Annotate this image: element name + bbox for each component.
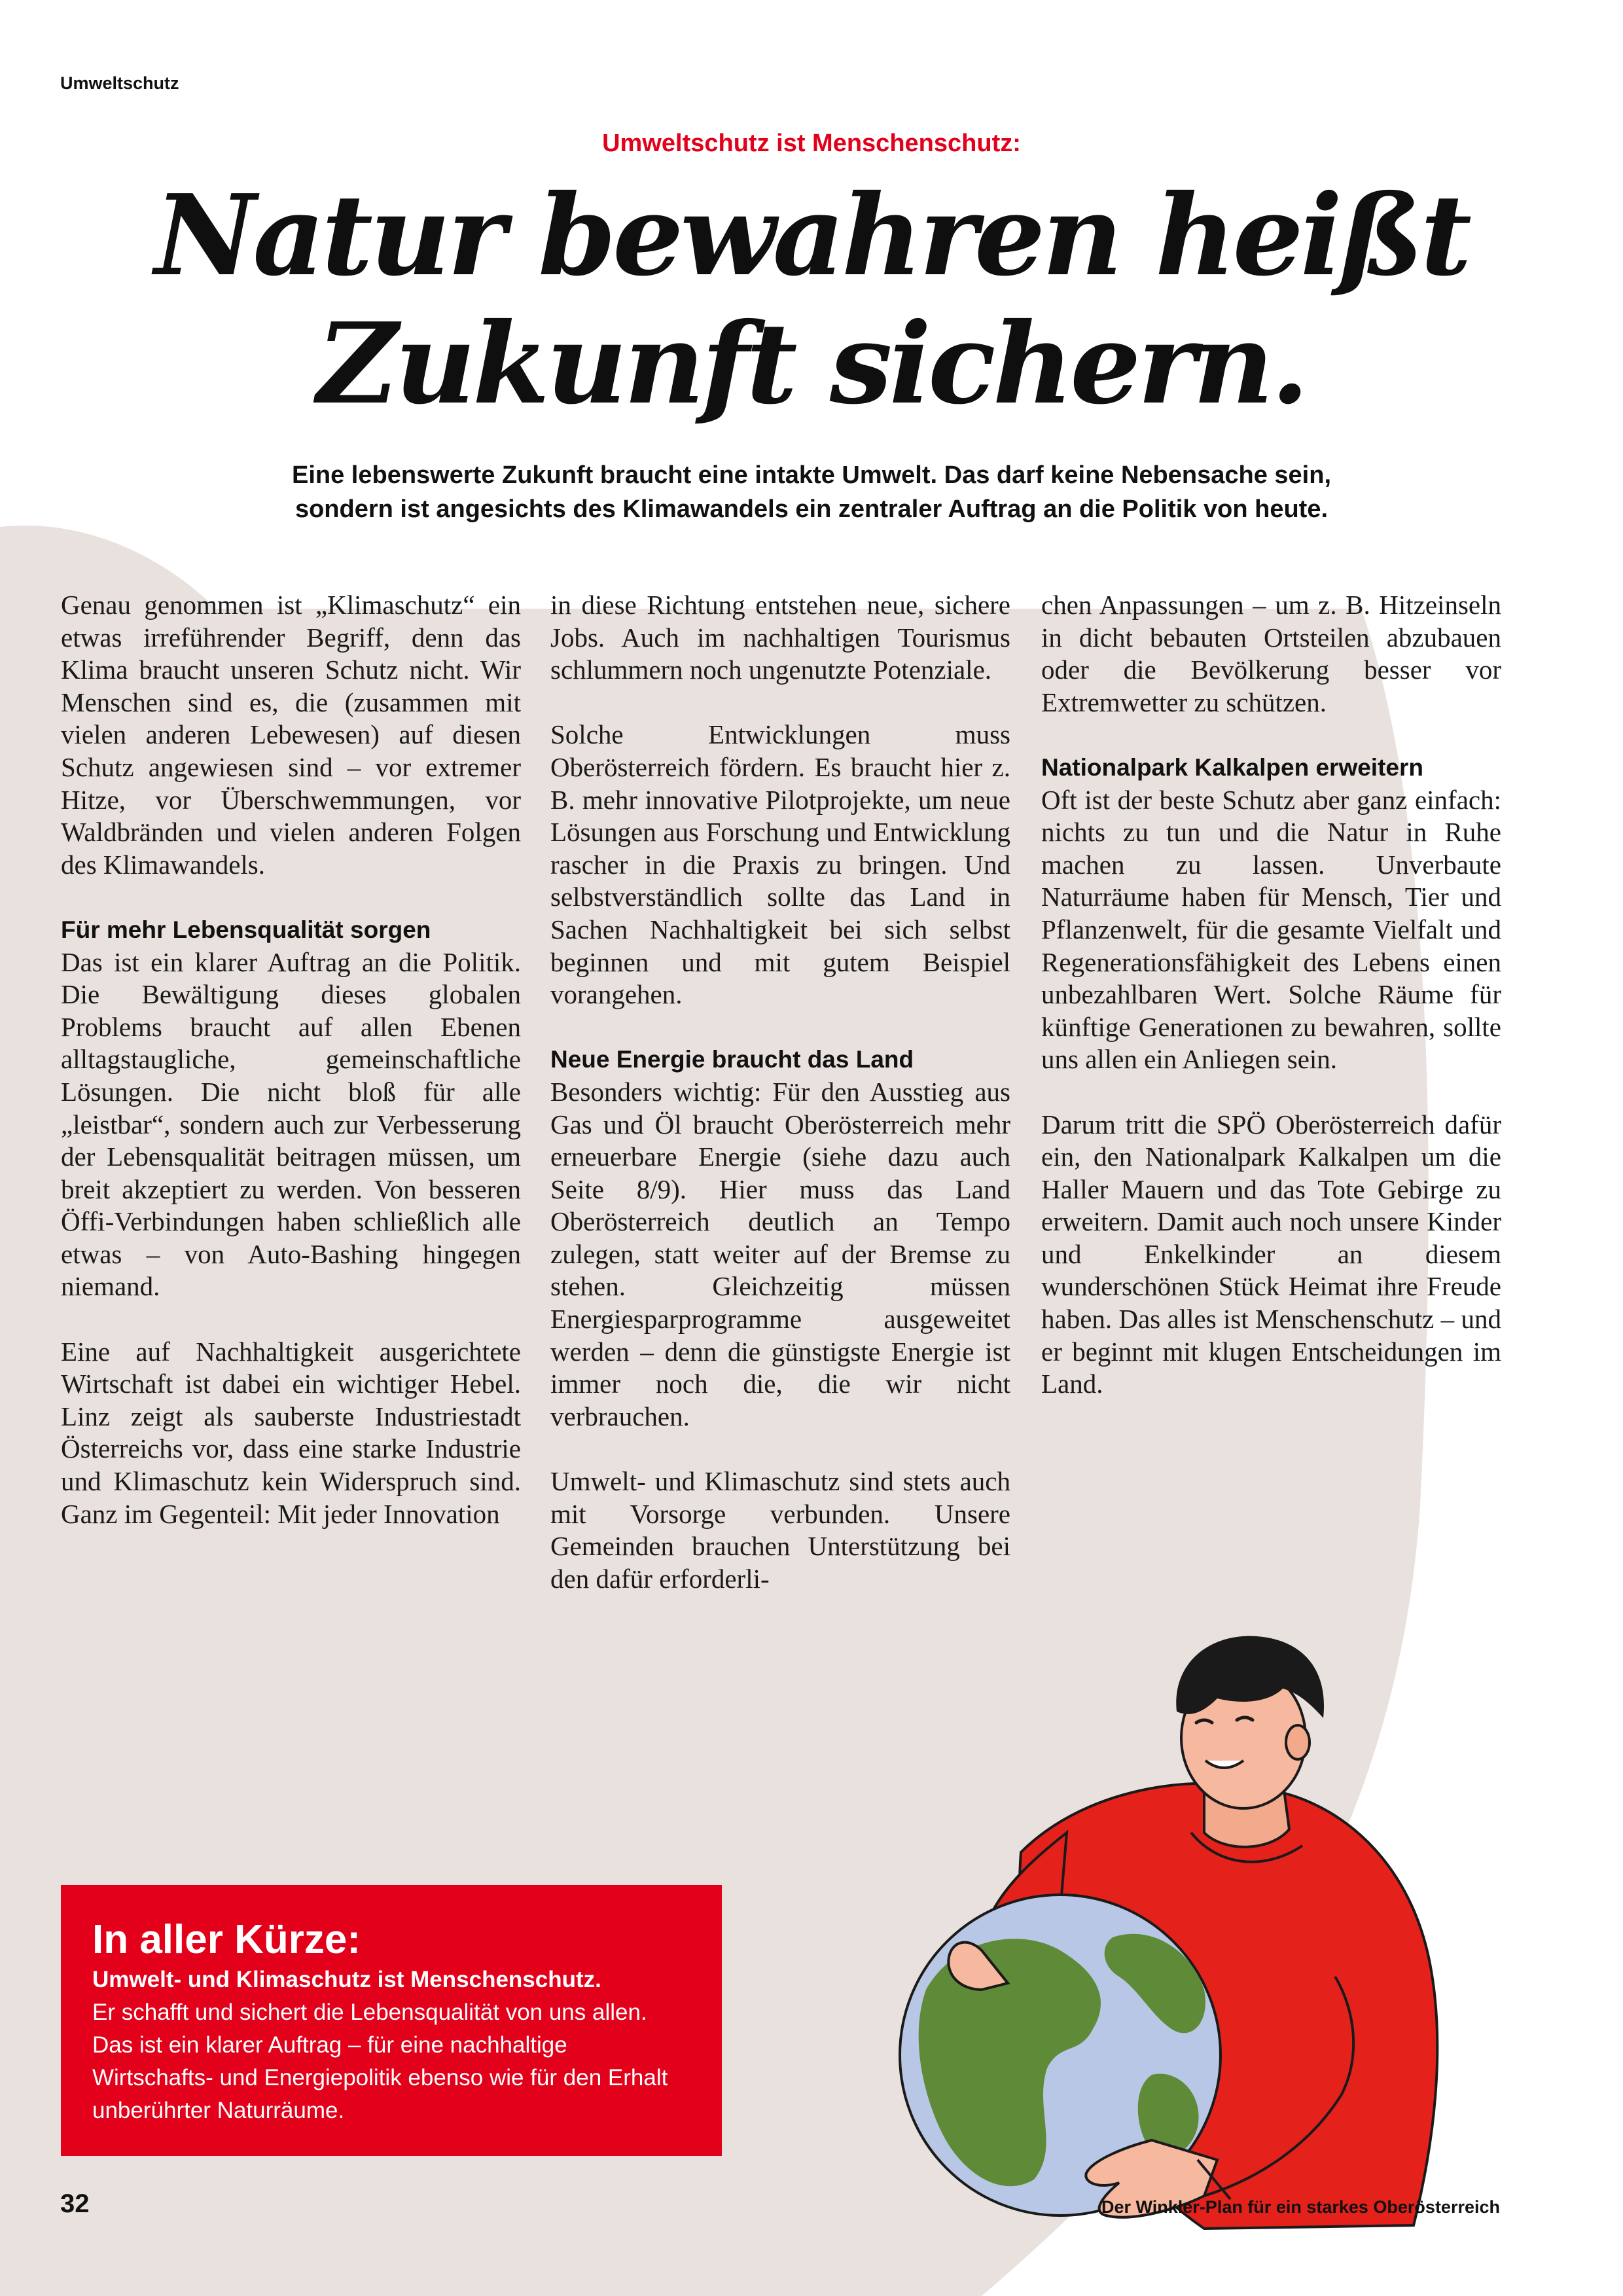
summary-title: In aller Kürze: bbox=[92, 1917, 361, 1962]
paragraph: Genau genommen ist „Klimaschutz“ ein etwas irreführender Begriff, denn das Klima braucht unseren Schutz nicht. Wir Menschen sind es, die (zusammen mit vielen anderen Lebewesen) auf diesen Schutz angewiesen sind – vor extremer Hitze, vor Überschwemmungen, vor Waldbränden und vielen anderen Folgen des Klimawandels. bbox=[61, 590, 521, 880]
summary-subtitle: Umwelt- und Klimaschutz ist Menschenschutz. bbox=[92, 1967, 601, 1992]
summary-text: Er schafft und sichert die Lebensqualität von uns allen. Das ist ein klarer Auftrag – für eine nachhaltige Wirtschafts- und Energiepolitik ebenso wie für den Erhalt unberührter Naturräume. bbox=[92, 2000, 668, 2123]
section-label: Umweltschutz bbox=[60, 73, 179, 93]
paragraph: Oft ist der beste Schutz aber ganz einfach: nichts zu tun und die Natur in Ruhe machen zu lassen. Unverbaute Naturräume haben für Mensch, Tier und Pflanzenwelt, für die gesamte Vielfalt und Regenerationsfähigkeit des Lebens einen unbezahlbaren Wert. Solche Räume für künftige Generationen zu bewahren, sollte uns allen ein Anliegen sein. bbox=[1041, 784, 1501, 1075]
subheading: Neue Energie braucht das Land bbox=[550, 1046, 914, 1073]
headline bbox=[0, 171, 1623, 428]
paragraph: Besonders wichtig: Für den Ausstieg aus Gas und Öl braucht Oberösterreich mehr erneuerbare Energie (siehe dazu auch Seite 8/9). Hier muss das Land Oberösterreich deutlich an Tempo zulegen, statt weiter auf der Bremse zu stehen. Gleichzeitig müssen Energiesparprogramme ausgeweitet werden – denn die günstigste Energie ist immer noch die, die wir nicht verbrauchen. bbox=[550, 1076, 1010, 1431]
article-column-2 bbox=[550, 589, 1010, 1628]
article-column-1 bbox=[61, 589, 521, 1563]
person-holding-globe-illustration bbox=[785, 1571, 1440, 2238]
page-number: 32 bbox=[60, 2189, 90, 2218]
paragraph: Eine auf Nachhaltigkeit ausgerichtete Wirtschaft ist dabei ein wichtiger Hebel. Linz zeigt als sauberste Industriestadt Österreichs vor, dass eine starke Industrie und Klimaschutz kein Widerspruch sind. Ganz im Gegenteil: Mit jeder Innovation bbox=[61, 1336, 521, 1529]
paragraph: Darum tritt die SPÖ Oberösterreich dafür ein, den Nationalpark Kalkalpen um die Haller Mauern und das Tote Gebirge zu erweitern. Damit auch noch unsere Kinder und Enkelkinder an diesem wunderschönen Stück Heimat ihre Freude haben. Das alles ist Menschenschutz – und er beginnt mit klugen Entscheidungen im Land. bbox=[1041, 1109, 1501, 1399]
lead-line-2: sondern ist angesichts des Klimawandels ein zentraler Auftrag an die Politik von heute. bbox=[294, 495, 1329, 523]
paragraph: Solche Entwicklungen muss Oberösterreich fördern. Es braucht hier z. B. mehr innovative Pilotprojekte, um neue Lösungen aus Forschung und Entwicklung rascher in die Praxis zu bringen. Und selbstverständlich sollte das Land in Sachen Nachhaltigkeit bei sich selbst beginnen und mit gutem Beispiel vorangehen. bbox=[550, 719, 1010, 1010]
headline-line-1: Natur bewahren heißt bbox=[154, 170, 1469, 301]
lead-line-1: Eine lebenswerte Zukunft braucht eine intakte Umwelt. Das darf keine Nebensache sein, bbox=[291, 461, 1332, 489]
headline-line-2: Zukunft sichern. bbox=[317, 298, 1306, 429]
subheading: Nationalpark Kalkalpen erweitern bbox=[1041, 753, 1423, 781]
kicker: Umweltschutz ist Menschenschutz: bbox=[602, 130, 1021, 157]
lead-text bbox=[131, 458, 1492, 526]
summary-box bbox=[61, 1885, 722, 2156]
paragraph: Umwelt- und Klimaschutz sind stets auch mit Vorsorge verbunden. Unsere Gemeinden brauchen Unterstützung bei den dafür erforderli- bbox=[550, 1466, 1010, 1594]
paragraph: Das ist ein klarer Auftrag an die Politik. Die Bewältigung dieses globalen Problems braucht auf allen Ebenen alltagstaugliche, gemeinschaftliche Lösungen. Die nicht bloß für alle „leistbar“, sondern auch zur Verbesserung der Lebensqualität beitragen müssen, um breit akzeptiert zu werden. Von besseren Öffi-Verbindungen haben schließlich alle etwas – von Auto-Bashing hingegen niemand. bbox=[61, 946, 521, 1302]
paragraph: chen Anpassungen – um z. B. Hitzeinseln in dicht bebauten Ortsteilen abzubauen oder die Bevölkerung besser vor Extremwetter zu schützen. bbox=[1041, 590, 1501, 717]
publication-title: Der Winkler-Plan für ein starkes Oberösterreich bbox=[1101, 2197, 1500, 2217]
subheading: Für mehr Lebensqualität sorgen bbox=[61, 916, 431, 943]
paragraph: in diese Richtung entstehen neue, sichere Jobs. Auch im nachhaltigen Tourismus schlummern noch ungenutzte Potenziale. bbox=[550, 590, 1010, 685]
article-column-3 bbox=[1041, 589, 1501, 1433]
